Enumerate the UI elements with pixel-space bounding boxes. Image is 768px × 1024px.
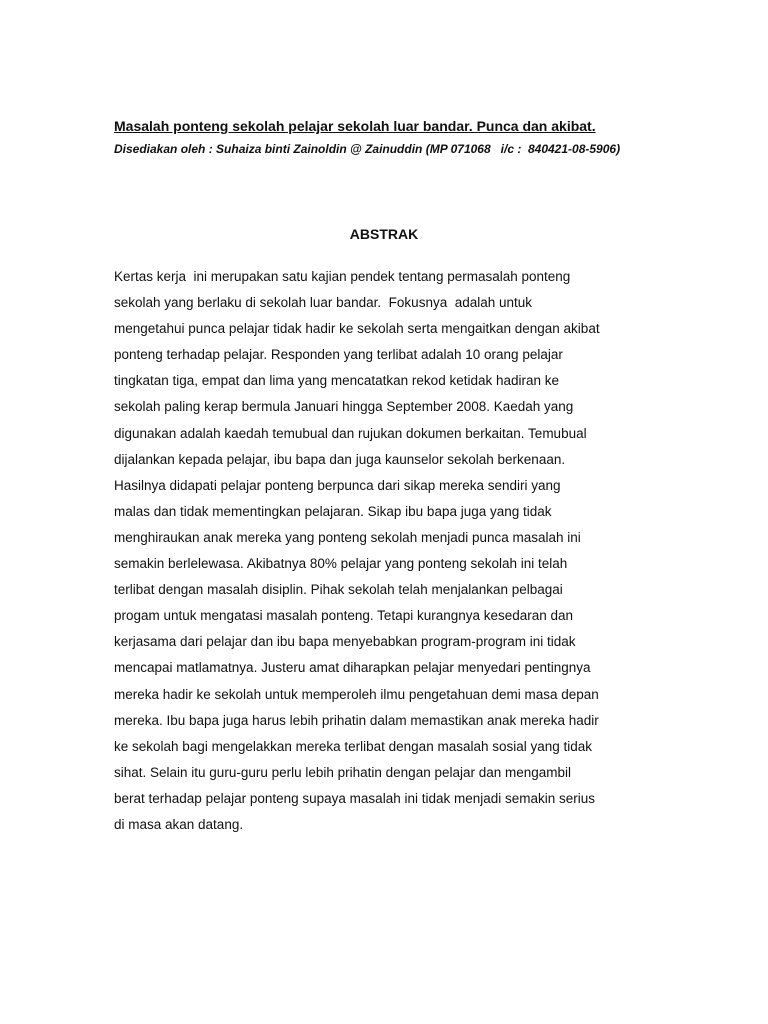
abstract-line: di masa akan datang. — [114, 816, 244, 832]
abstract-line: Kertas kerja ini merupakan satu kajian pendek tentang permasalah ponteng — [114, 269, 571, 284]
abstract-body — [114, 264, 674, 838]
abstract-line: dijalankan kepada pelajar, ibu bapa dan juga kaunselor sekolah berkenaan. — [114, 451, 566, 467]
abstract-line: digunakan adalah kaedah temubual dan rujukan dokumen berkaitan. Temubual — [114, 425, 587, 441]
author-byline: Disediakan oleh : Suhaiza binti Zainoldin @ Zainuddin (MP 071068 i/c : 840421-08-5906) — [114, 142, 621, 156]
abstract-line: menghiraukan anak mereka yang ponteng sekolah menjadi punca masalah ini — [114, 529, 581, 545]
abstract-line: semakin berlelewasa. Akibatnya 80% pelajar yang ponteng sekolah ini telah — [114, 556, 568, 572]
abstract-line: mencapai matlamatnya. Justeru amat diharapkan pelajar menyedari pentingnya — [114, 660, 591, 676]
abstract-line: berat terhadap pelajar ponteng supaya masalah ini tidak menjadi semakin serius — [114, 790, 596, 806]
abstract-line: mereka. Ibu bapa juga harus lebih prihatin dalam memastikan anak mereka hadir — [114, 712, 599, 728]
abstract-line: sekolah yang berlaku di sekolah luar bandar. Fokusnya adalah untuk — [114, 295, 533, 311]
abstract-heading: ABSTRAK — [349, 226, 419, 242]
abstract-line: terlibat dengan masalah disiplin. Pihak sekolah telah menjalankan pelbagai — [114, 582, 563, 598]
abstract-line: tingkatan tiga, empat dan lima yang mencatatkan rekod ketidak hadiran ke — [114, 373, 560, 389]
abstract-line: mengetahui punca pelajar tidak hadir ke sekolah serta mengaitkan dengan akibat — [114, 321, 600, 337]
abstract-line: sihat. Selain itu guru-guru perlu lebih prihatin dengan pelajar dan mengambil — [114, 764, 572, 780]
abstract-line: mereka hadir ke sekolah untuk memperoleh ilmu pengetahuan demi masa depan — [114, 686, 599, 702]
abstract-line: sekolah paling kerap bermula Januari hingga September 2008. Kaedah yang — [114, 399, 574, 415]
abstract-line: malas dan tidak mementingkan pelajaran. Sikap ibu bapa juga yang tidak — [114, 503, 552, 519]
abstract-line: kerjasama dari pelajar dan ibu bapa menyebabkan program-program ini tidak — [114, 634, 576, 650]
document-title: Masalah ponteng sekolah pelajar sekolah luar bandar. Punca dan akibat. — [114, 118, 596, 134]
abstract-line: Hasilnya didapati pelajar ponteng berpunca dari sikap mereka sendiri yang — [114, 477, 561, 493]
abstract-line: progam untuk mengatasi masalah ponteng. Tetapi kurangnya kesedaran dan — [114, 608, 574, 624]
abstract-line: ponteng terhadap pelajar. Responden yang terlibat adalah 10 orang pelajar — [114, 347, 563, 363]
abstract-line: ke sekolah bagi mengelakkan mereka terlibat dengan masalah sosial yang tidak — [114, 738, 593, 754]
